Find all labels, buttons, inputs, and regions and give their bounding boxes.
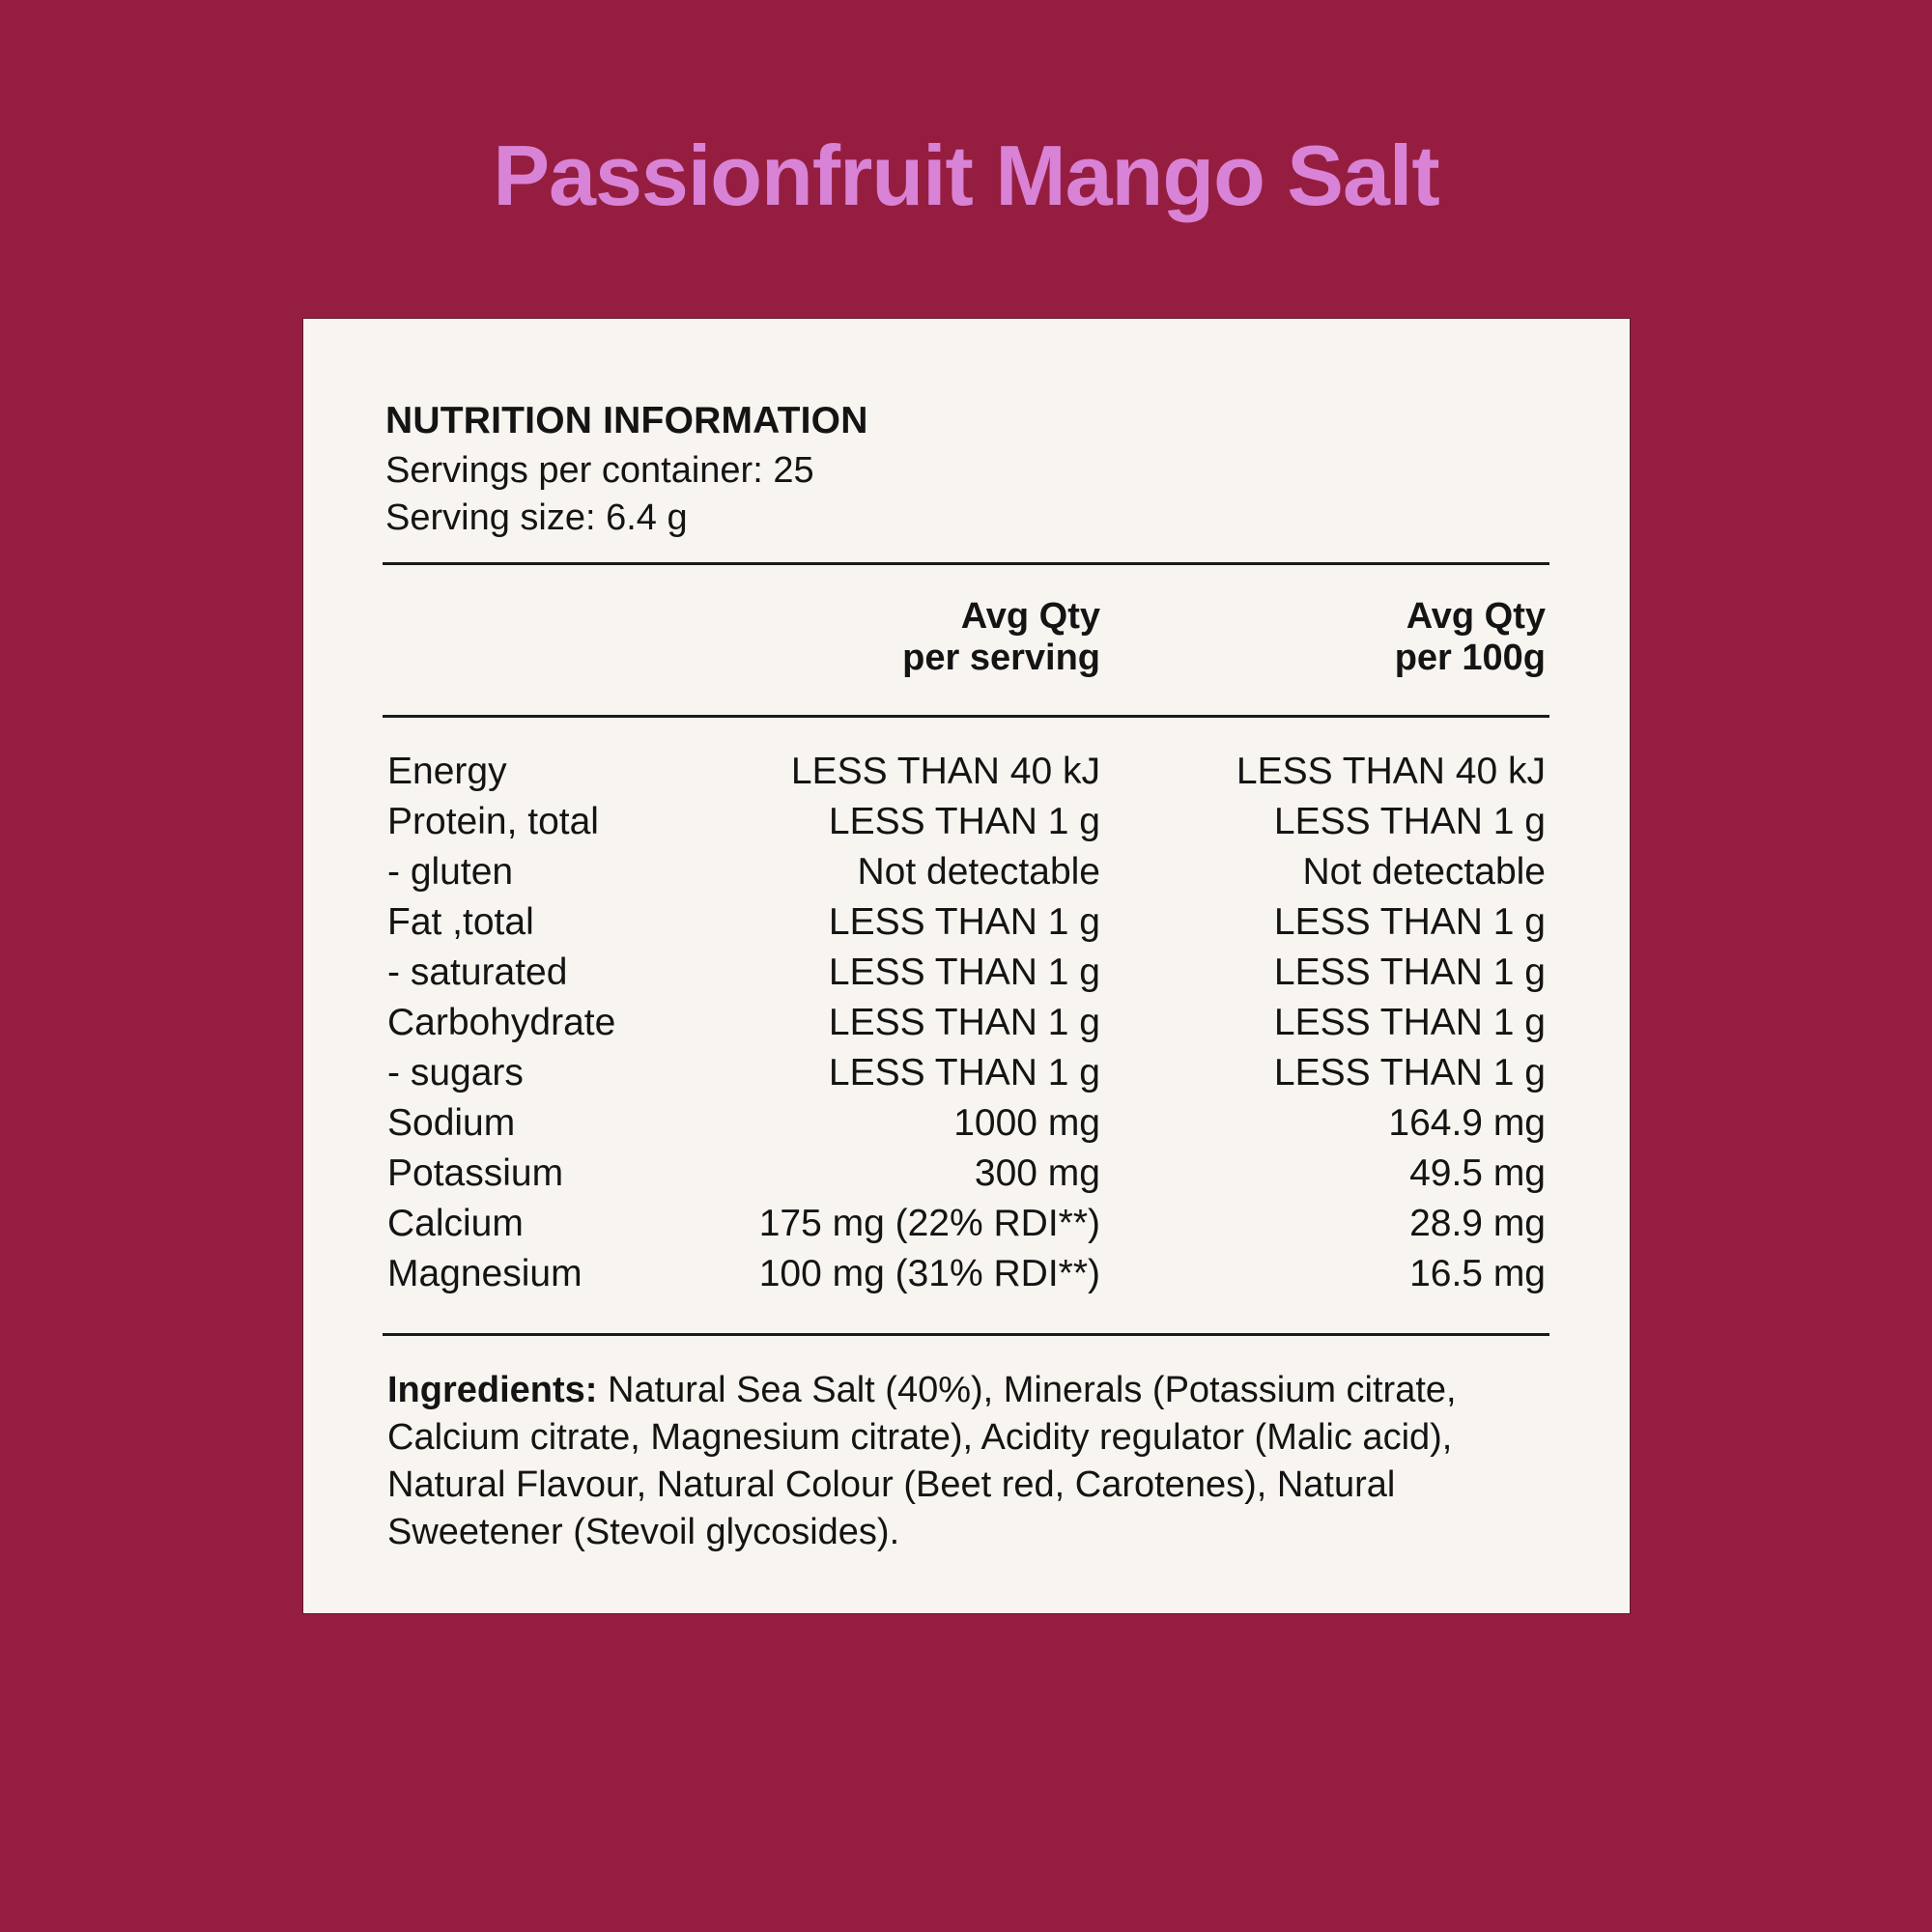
nutrition-panel	[302, 318, 1631, 1614]
column-header-per-serving-line1: Avg Qty	[960, 596, 1100, 637]
nutrient-per-100g: Not detectable	[1302, 851, 1546, 893]
ingredients-statement	[385, 1367, 1518, 1556]
nutrient-label: Sodium	[387, 1102, 516, 1144]
servings-per-container: Servings per container: 25	[385, 450, 814, 491]
nutrient-per-100g: 49.5 mg	[1409, 1152, 1546, 1194]
nutrient-label: Fat ,total	[387, 901, 534, 943]
nutrient-per-100g: LESS THAN 1 g	[1273, 901, 1546, 943]
nutrient-per-100g: LESS THAN 40 kJ	[1236, 751, 1546, 792]
nutrient-per-100g: LESS THAN 1 g	[1273, 1052, 1546, 1094]
nutrition-heading: NUTRITION INFORMATION	[385, 400, 868, 441]
column-header-per-100g	[1159, 596, 1546, 679]
nutrient-row-gluten	[385, 847, 1549, 897]
nutrient-per-serving: 300 mg	[974, 1152, 1100, 1194]
nutrient-per-100g: LESS THAN 1 g	[1273, 952, 1546, 993]
nutrient-label: - saturated	[387, 952, 568, 993]
nutrient-row-calcium	[385, 1199, 1549, 1249]
column-header-per-serving	[714, 596, 1100, 679]
nutrient-label: Energy	[387, 751, 507, 792]
nutrient-per-serving: LESS THAN 1 g	[828, 1002, 1100, 1043]
nutrient-per-100g: LESS THAN 1 g	[1273, 801, 1546, 842]
serving-size: Serving size: 6.4 g	[385, 497, 688, 538]
serving-info	[385, 447, 1549, 542]
nutrient-row-magnesium	[385, 1249, 1549, 1299]
nutrient-row-protein	[385, 797, 1549, 847]
divider-bottom	[383, 1333, 1549, 1336]
nutrient-per-serving: LESS THAN 1 g	[828, 901, 1100, 943]
column-header-per-100g-line1: Avg Qty	[1406, 596, 1546, 637]
nutrient-row-energy	[385, 747, 1549, 797]
ingredients-text: Natural Sea Salt (40%), Minerals (Potassium citrate, Calcium citrate, Magnesium citrate), Acidity regulator (Malic acid), Natural Flavour, Natural Colour (Beet red, Carotenes), Natural Sweetener (Stevoil glycosides).	[387, 1370, 1457, 1552]
nutrient-label: Calcium	[387, 1203, 524, 1244]
nutrient-per-serving: LESS THAN 40 kJ	[790, 751, 1100, 792]
nutrient-per-serving: 175 mg (22% RDI**)	[758, 1203, 1100, 1244]
nutrient-per-serving: 1000 mg	[953, 1102, 1100, 1144]
nutrient-row-saturated	[385, 948, 1549, 998]
column-header-per-100g-line2: per 100g	[1394, 638, 1546, 678]
nutrient-per-100g: 28.9 mg	[1409, 1203, 1546, 1244]
nutrient-row-potassium	[385, 1149, 1549, 1199]
nutrition-panel-content	[385, 394, 1549, 1556]
nutrient-per-100g: LESS THAN 1 g	[1273, 1002, 1546, 1043]
nutrient-table	[385, 747, 1549, 1299]
ingredients-label: Ingredients:	[387, 1370, 598, 1410]
nutrient-label: Carbohydrate	[387, 1002, 616, 1043]
nutrient-label: Protein, total	[387, 801, 599, 842]
product-title: Passionfruit Mango Salt	[493, 128, 1439, 223]
nutrient-row-fat	[385, 897, 1549, 948]
nutrient-per-serving: LESS THAN 1 g	[828, 952, 1100, 993]
nutrient-label: Potassium	[387, 1152, 564, 1194]
nutrient-label: - gluten	[387, 851, 514, 893]
nutrient-row-sugars	[385, 1048, 1549, 1098]
nutrient-label: Magnesium	[387, 1253, 582, 1294]
column-headers	[385, 565, 1549, 715]
nutrient-row-carbohydrate	[385, 998, 1549, 1048]
nutrient-per-serving: LESS THAN 1 g	[828, 1052, 1100, 1094]
nutrient-per-serving: 100 mg (31% RDI**)	[758, 1253, 1100, 1294]
nutrient-row-sodium	[385, 1098, 1549, 1149]
column-header-per-serving-line2: per serving	[902, 638, 1100, 678]
nutrient-per-serving: LESS THAN 1 g	[828, 801, 1100, 842]
nutrient-per-serving: Not detectable	[857, 851, 1100, 893]
nutrient-per-100g: 164.9 mg	[1388, 1102, 1546, 1144]
nutrient-label: - sugars	[387, 1052, 524, 1094]
divider-header	[383, 715, 1549, 718]
nutrient-per-100g: 16.5 mg	[1409, 1253, 1546, 1294]
